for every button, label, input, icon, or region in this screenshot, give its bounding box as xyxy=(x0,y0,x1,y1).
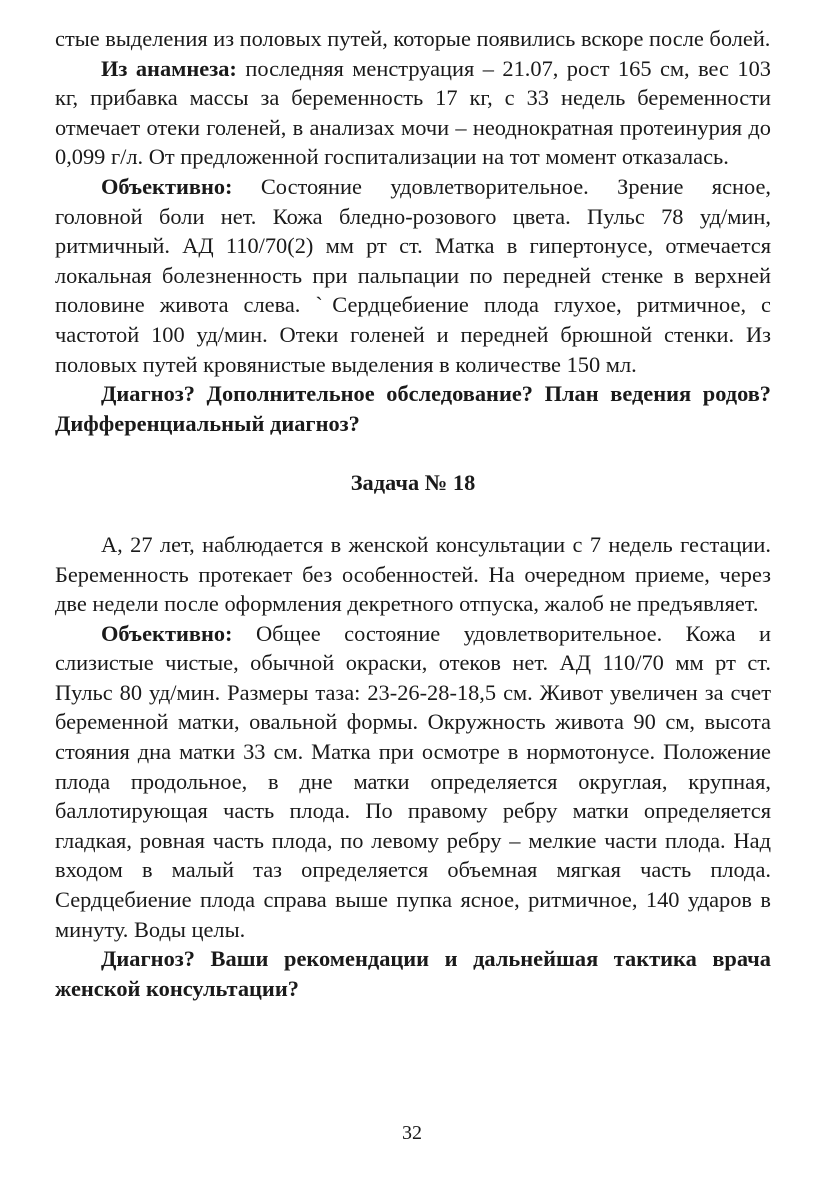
intro-paragraph xyxy=(55,530,771,619)
anamnesis-text: последняя менструация – 21.07, рост 165 см, вес 103 кг, прибавка массы за беременность 17 кг, с 33 недель беременности отмечает отеки голеней, в анализах мочи – неоднократная протеинурия до 0,099 г/л. От предложенной госпитализации на тот момент отказалась. xyxy=(55,55,771,170)
objective-label-1: Объективно: xyxy=(101,173,233,199)
intro-text: А, 27 лет, наблюдается в женской консультации с 7 недель гестации. Беременность протекает без особенностей. На очередном приеме, через две недели после оформления декретного отпуска, жалоб не предъявляет. xyxy=(55,531,771,617)
objective-paragraph-1 xyxy=(55,172,771,379)
questions-paragraph-2 xyxy=(55,944,771,1003)
task-title-text: Задача № 18 xyxy=(350,470,476,496)
continuation-paragraph xyxy=(55,24,771,54)
objective-paragraph-2 xyxy=(55,619,771,945)
questions-text-1: Диагноз? Дополнительное обследование? План ведения родов? Дифференциальный диагноз? xyxy=(55,381,771,436)
objective-text-1: Состояние удовлетворительное. Зрение ясное, головной боли нет. Кожа бледно-розового цвета. Пульс 78 уд/мин, ритмичный. АД 110/70(2) мм рт ст. Матка в гипертонусе, отмечается локальная болезненность при пальпации по передней стенке в верхней половине живота слева. ˋСердцебиение плода глухое, ритмичное, с частотой 100 уд/мин. Отеки голеней и передней брюшной стенки. Из половых путей кровянистые выделения в количестве 150 мл. xyxy=(55,173,771,377)
objective-label-2: Объективно: xyxy=(101,620,233,646)
questions-text-2: Диагноз? Ваши рекомендации и дальнейшая тактика врача женской консультации? xyxy=(55,946,771,1001)
objective-text-2: Общее состояние удовлетворительное. Кожа и слизистые чистые, обычной окраски, отеков нет. АД 110/70 мм рт ст. Пульс 80 уд/мин. Размеры таза: 23-26-28-18,5 см. Живот увеличен за счет беременной матки, овальной формы. Окружность живота 90 см, высота стояния дна матки 33 см. Матка при осмотре в нормотонусе. Положение плода продольное, в дне матки определяется округлая, крупная, баллотирующая часть плода. По правому ребру матки определяется гладкая, ровная часть плода, по левому ребру – мелкие части плода. Над входом в малый таз определяется объемная мягкая часть плода. Сердцебиение плода справа выше пупка ясное, ритмичное, 140 ударов в минуту. Воды целы. xyxy=(55,620,771,942)
page-number: 32 xyxy=(402,1122,422,1144)
task-title xyxy=(55,468,771,498)
anamnesis-paragraph xyxy=(55,54,771,172)
anamnesis-label: Из анамнеза: xyxy=(101,55,237,81)
questions-paragraph-1 xyxy=(55,379,771,438)
continuation-text: стые выделения из половых путей, которые появились вскоре после болей. xyxy=(55,26,771,51)
document-page xyxy=(55,24,771,1003)
